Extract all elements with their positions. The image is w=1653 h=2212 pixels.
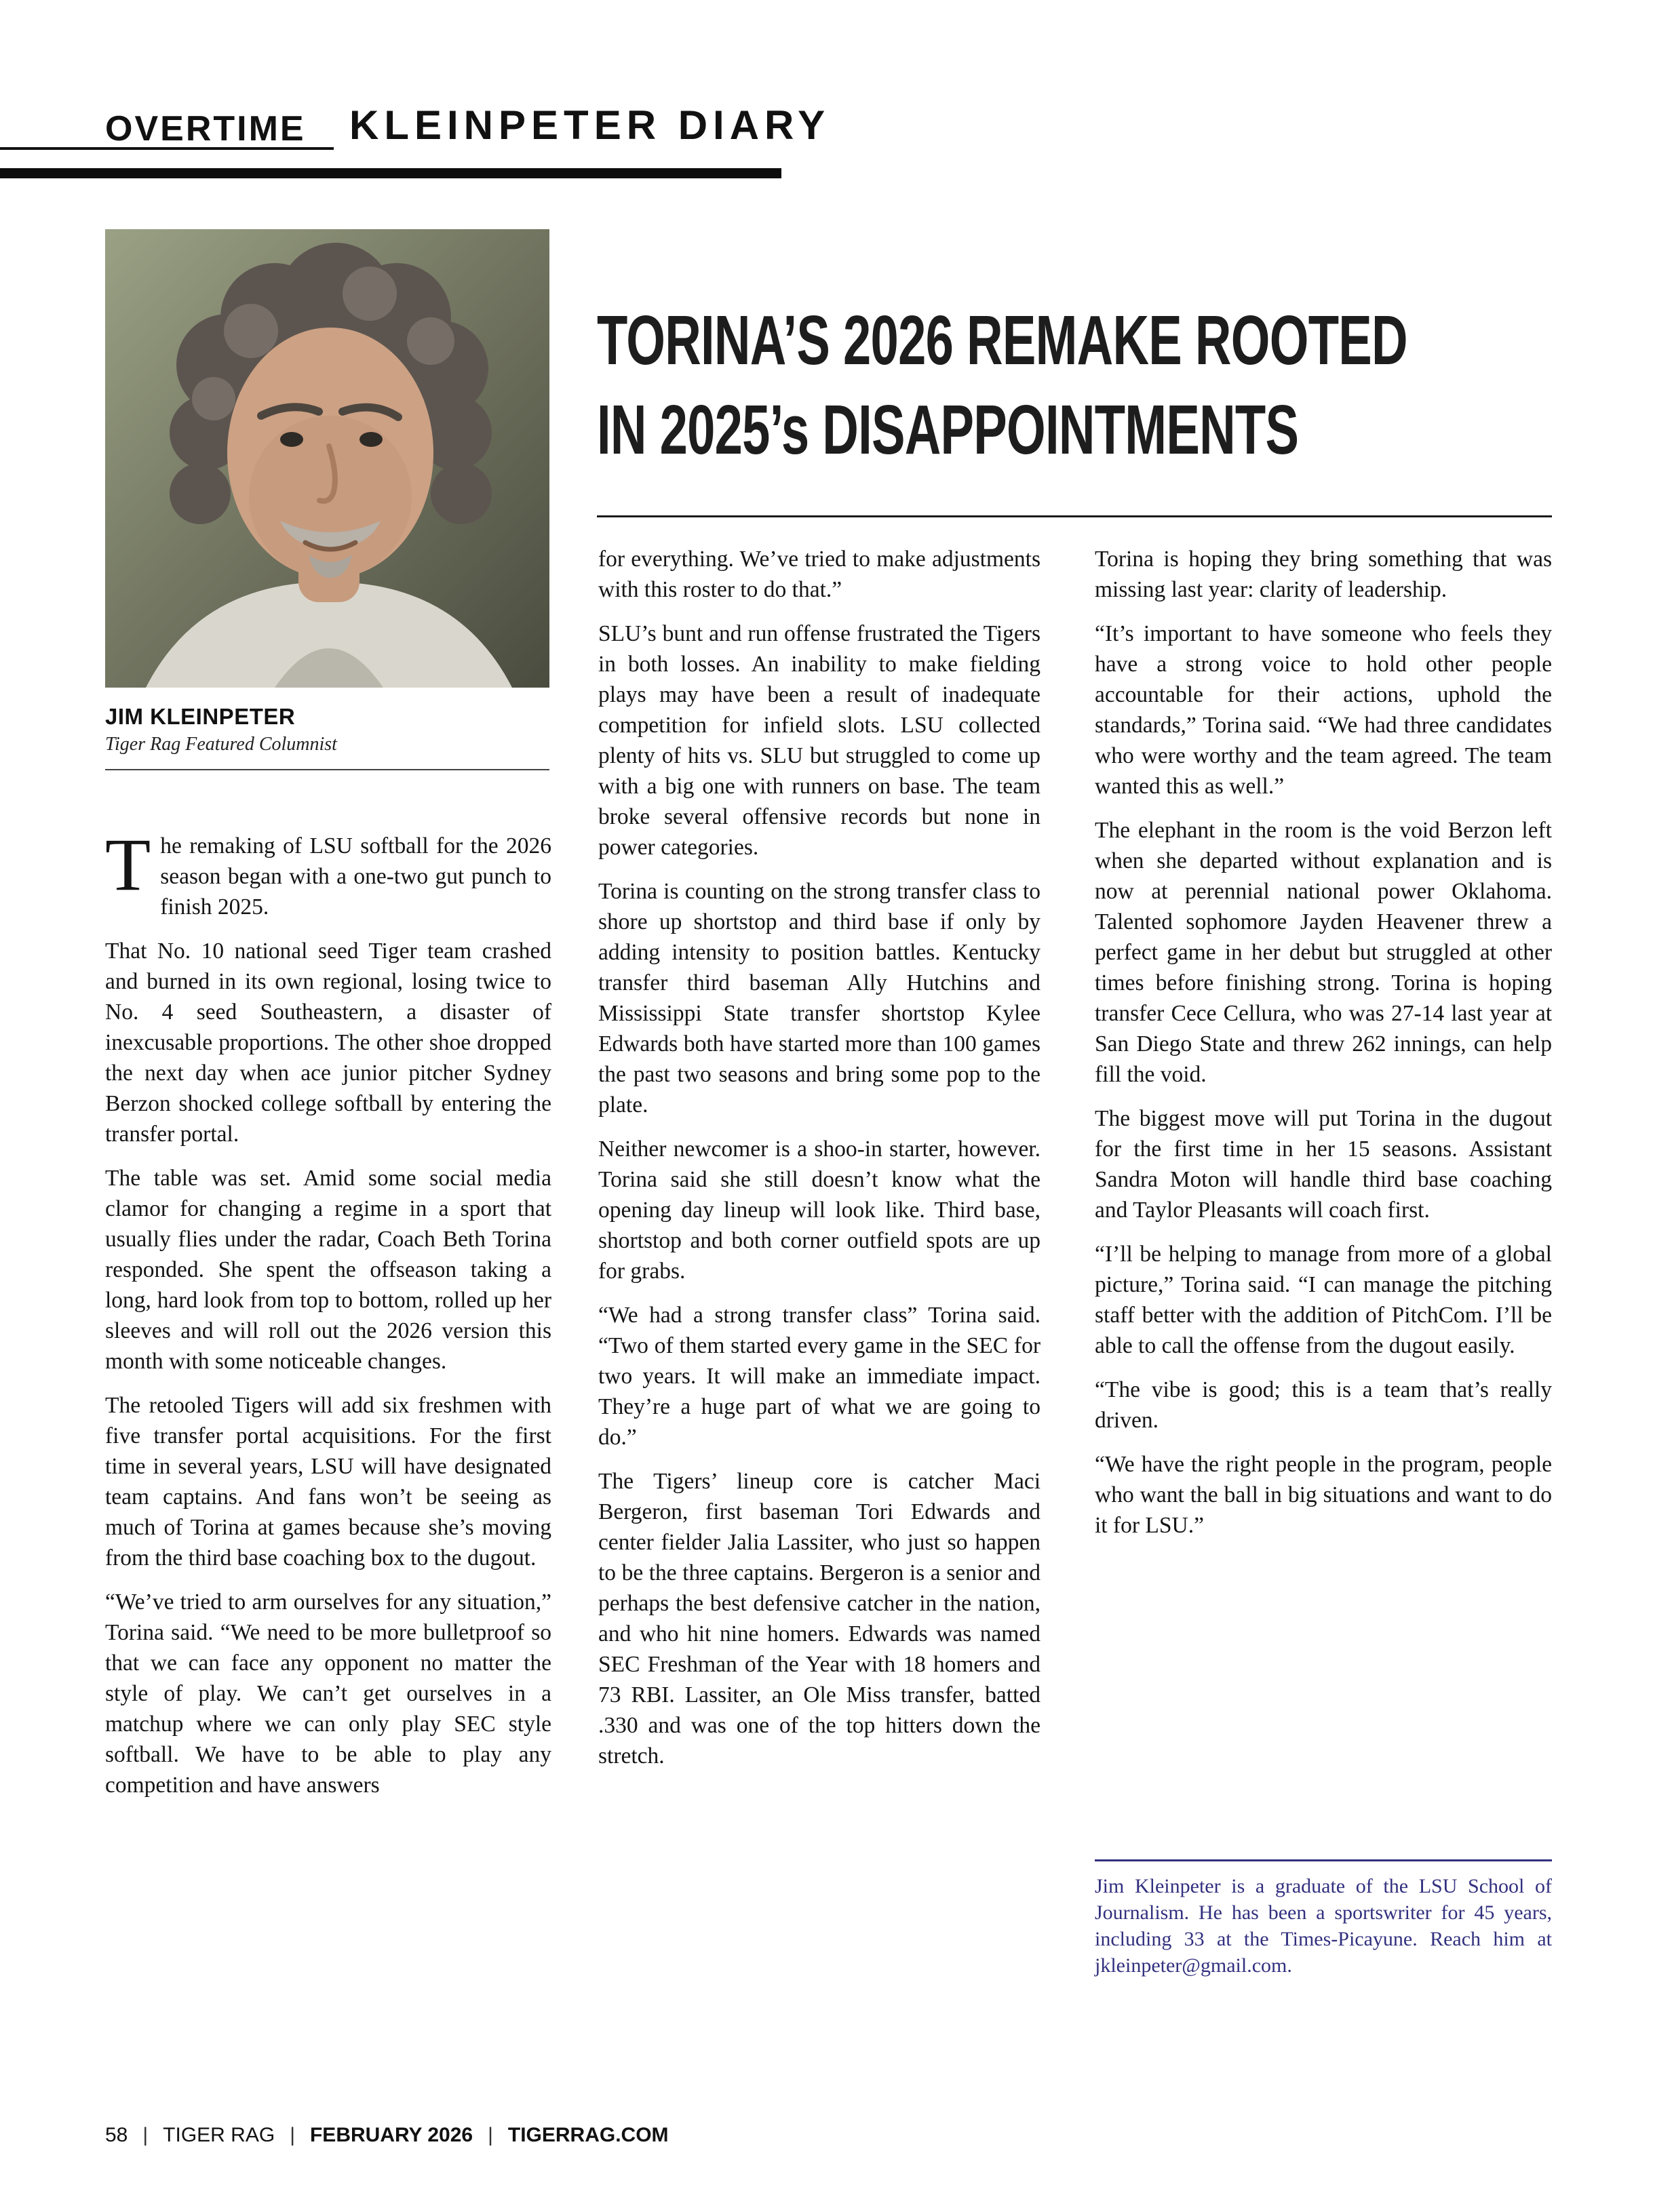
paragraph: for everything. We’ve tried to make adjustments with this roster to do that.” [598, 547, 1041, 602]
paragraph: Torina is counting on the strong transfer class to shore up shortstop and third base if only by adding intensity to position battles. Kentucky transfer third baseman Ally Hutchins and Mississippi State transfer shortstop Kylee Edwards both have started more than 100 games the past two seasons and bring some pop to the plate. [598, 879, 1041, 1118]
headline-rule [597, 515, 1552, 517]
paragraph: The elephant in the room is the void Berzon left when she departed without explanation and is now at perennial national power Oklahoma. Talented sophomore Jayden Heavener threw a perfect game in her debut but struggled at other times before finishing strong. Torina is hoping transfer Cece Cellura, who was 27-14 last year at San Diego State and threw 262 innings, can help fill the void. [1095, 818, 1552, 1087]
page-number: 58 [105, 2124, 128, 2146]
header-bar [0, 168, 781, 178]
portrait-illustration [105, 229, 549, 688]
paragraph: The biggest move will put Torina in the dugout for the first time in her 15 seasons. Assistant Sandra Moton will handle third base coaching and Taylor Pleasants will coach first. [1095, 1106, 1552, 1223]
columnist-photo [105, 229, 549, 688]
paragraph: “We’ve tried to arm ourselves for any situation,” Torina said. “We need to be more bulletproof so that we can face any opponent no matter the style of play. We can’t get ourselves in a matchup where we can only play SEC style softball. We have to be able to play any competition and have answers [105, 1589, 551, 1798]
article-column-3 [1095, 544, 1552, 1554]
columnist-rule [105, 769, 549, 770]
footer-separator: | [488, 2124, 493, 2146]
columnist-title: Tiger Rag Featured Columnist [105, 734, 337, 755]
paragraph: “The vibe is good; this is a team that’s really driven. [1095, 1377, 1552, 1433]
paragraph: The remaking of LSU softball for the 2026 season began with a one-two gut punch to finish 2025. [105, 823, 551, 920]
paragraph: Neither newcomer is a shoo-in starter, however. Torina said she still doesn’t know what the opening day lineup will look like. Third base, shortstop and both corner outfield spots are up for grabs. [598, 1137, 1041, 1284]
footer-separator: | [290, 2124, 295, 2146]
article-column-1 [105, 823, 551, 1814]
website: TIGERRAG.COM [507, 2124, 669, 2146]
paragraph: The table was set. Amid some social media clamor for changing a regime in a sport that usually flies under the radar, Coach Beth Torina responded. She spent the offseason taking a long, hard look from top to bottom, rolled up her sleeves and will roll out the 2026 version this month with some noticeable changes. [105, 1166, 551, 1374]
columnist-name: JIM KLEINPETER [105, 704, 296, 729]
paragraph: “I’ll be helping to manage from more of a global picture,” Torina said. “I can manage the pitching staff better with the addition of PitchCom. I’ll be able to call the offense from the dugout easily. [1095, 1242, 1552, 1358]
paragraph: SLU’s bunt and run offense frustrated the Tigers in both losses. An inability to make fielding plays may have been a result of inadequate competition for infield slots. LSU collected plenty of hits vs. SLU but struggled to come up with a big one with runners on base. The team broke several offensive records but none in power categories. [598, 621, 1041, 860]
paragraph: Torina is hoping they bring something that was missing last year: clarity of leadership. [1095, 547, 1552, 602]
headline-line-1: TORINA’S 2026 REMAKE ROOTED [597, 301, 1407, 379]
paragraph: “It’s important to have someone who feels they have a strong voice to hold other people accountable for their actions, uphold the standards,” Torina said. “We had three candidates who were worthy and the team agreed. The team wanted this as well.” [1095, 621, 1552, 799]
paragraph: The Tigers’ lineup core is catcher Maci Bergeron, first baseman Tori Edwards and center fielder Jalia Lassiter, who just so happen to be the three captains. Bergeron is a senior and perhaps the best defensive catcher in the nation, and who hit nine homers. Edwards was named SEC Freshman of the Year with 18 homers and 73 RBI. Lassiter, an Ole Miss transfer, batted .330 and was one of the top hitters down the stretch. [598, 1469, 1041, 1769]
paragraph: That No. 10 national seed Tiger team crashed and burned in its own regional, losing twice to No. 4 seed Southeastern, a disaster of inexcusable proportions. The other shoe dropped the next day when ace junior pitcher Sydney Berzon shocked college softball by entering the transfer portal. [105, 939, 551, 1147]
section-title: KLEINPETER DIARY [349, 102, 831, 148]
magazine-name: TIGER RAG [163, 2124, 275, 2146]
headline [597, 296, 1652, 475]
page-footer [105, 2124, 669, 2147]
paragraph: “We had a strong transfer class” Torina said. “Two of them started every game in the SEC for two years. It will make an immediate impact. They’re a huge part of what we are going to do.” [598, 1303, 1041, 1450]
article-column-2 [598, 544, 1041, 1785]
bio-rule [1095, 1859, 1552, 1861]
author-bio: Jim Kleinpeter is a graduate of the LSU School of Journalism. He has been a sportswriter for 45 years, including 33 at the Times-Picayune. Reach him at jkleinpeter@gmail.com. [1095, 1875, 1552, 1977]
kicker: OVERTIME [105, 109, 306, 149]
paragraph: The retooled Tigers will add six freshmen with five transfer portal acquisitions. For the first time in several years, LSU will have designated team captains. And fans won’t be seeing as much of Torina at games because she’s moving from the third base coaching box to the dugout. [105, 1393, 551, 1571]
headline-line-2: IN 2025’s DISAPPOINTMENTS [597, 391, 1299, 469]
paragraph: “We have the right people in the program, people who want the ball in big situations and want to do it for LSU.” [1095, 1452, 1552, 1538]
footer-separator: | [142, 2124, 149, 2146]
issue-date: FEBRUARY 2026 [309, 2124, 473, 2146]
